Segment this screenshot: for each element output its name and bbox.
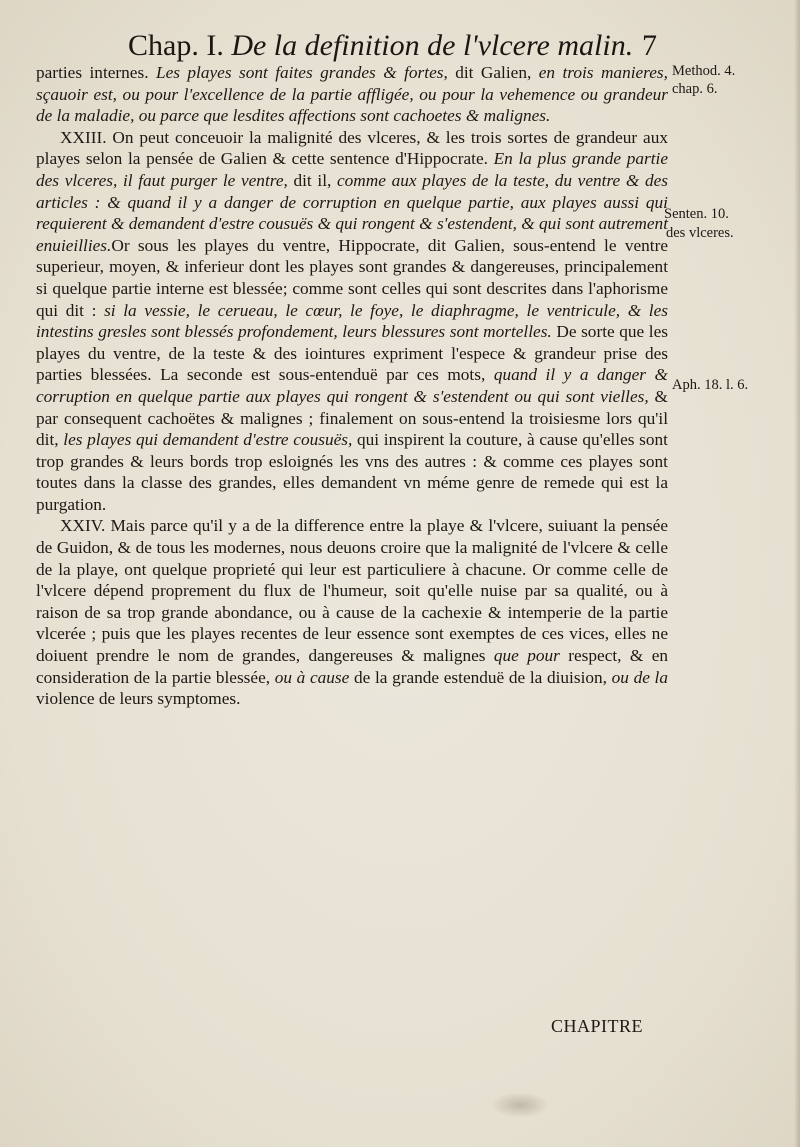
text-run: de la grande estenduë de la diuision, xyxy=(349,667,612,687)
italic-run: ou à cause xyxy=(274,667,350,687)
text-run: violence de leurs symptomes. xyxy=(36,689,241,709)
text-run: parties internes. xyxy=(36,63,156,82)
margin-note-method-chap: chap. 6. xyxy=(672,81,718,97)
text-run: XXIV. Mais parce qu'il y a de la difference entre la playe & l'vlcere, suiuant la pensée de Guidon, & de tous les modernes, nous deuons croire que la malignité de l'vlcere & celle de la playe, ont quelque proprieté qui leur est particuliere à chacune. Or comme celle de l'vlcere dépend proprement du flux de l'humeur, soit qu'elle nuise par sa qualité, ou à raison de sa trop grande abondance, ou à cause de la cachexie & intemperie de la partie vlcerée ; puis que les playes recentes de leur essence sont exemptes de ces vices, elles ne doiuent prendre le nom de grandes, dangereuses & malignes xyxy=(36,516,668,666)
text-run: , dit Galien, xyxy=(443,63,539,82)
catchword: CHAPITRE xyxy=(551,1016,644,1036)
text-run: Or sous les playes du ventre, Hippocrate, dit Galien, sous-entend le ventre superieur, moyen, & inferieur dont les playes sont grandes & dangereuses, principalement si quelque partie interne est blessée; comme sont celles qui sont descrites dans l'aphorisme qui dit : xyxy=(36,235,668,320)
page-edge-shadow xyxy=(794,0,800,1147)
italic-run: En la plus grande partie des vlceres, il faut purger le ventre, xyxy=(36,149,668,190)
italic-run: ou de la xyxy=(611,667,668,687)
paragraph-xxiii xyxy=(36,127,668,516)
italic-run: quand il y a danger & corruption en quelque partie aux playes qui rongent & s'estendent ou qui sont vielles, xyxy=(36,365,668,406)
chapter-title: De la definition de l'vlcere malin. xyxy=(231,29,634,62)
text-run: & par consequent cachoëtes & malignes ; finalement on sous-entend la troisiesme lors qu'il dit, xyxy=(36,386,668,450)
text-run: qui inspirent la couture, à cause qu'elles sont trop grandes & leurs bords trop esloignés les vns des autres : & comme ces playes sont toutes dans la classe des grandes, elles demandent vn méme genre de remede qui est la purgation. xyxy=(36,430,668,514)
paragraph-1 xyxy=(36,62,668,127)
italic-run: les playes qui demandent d'estre cousuës, xyxy=(63,430,353,450)
text-run: De sorte que les playes du ventre, de la teste & des iointures expriment l'espece & grandeur prise des parties blessées. La seconde est sous-entenduë par ces mots, xyxy=(36,322,668,385)
italic-run: Les playes sont faites grandes & fortes xyxy=(155,63,444,82)
text-run: respect, & en consideration de la partie blessée, xyxy=(36,646,669,687)
margin-note-senten: Senten. 10. xyxy=(664,206,729,222)
chapter-label: Chap. I. xyxy=(128,29,224,62)
margin-note-aph: Aph. 18. l. 6. xyxy=(672,377,749,393)
paragraph-xxiv xyxy=(36,515,668,709)
page-number: 7 xyxy=(642,29,657,62)
italic-run: en trois manieres, sçauoir est, ou pour l'excellence de la partie affligée, ou pour la vehemence ou grandeur de la maladie, ou parce que lesdites affections sont cachoetes & malignes. xyxy=(36,63,668,126)
running-header xyxy=(128,26,668,66)
ink-smudge xyxy=(490,1092,550,1118)
margin-note-senten-vlceres: des vlceres. xyxy=(666,225,734,241)
text-run: XXIII. On peut conceuoir la malignité des vlceres, & les trois sortes de grandeur aux playes selon la pensée de Galien & cette sentence d'Hippocrate. xyxy=(36,127,668,169)
margin-note-method: Method. 4. xyxy=(672,63,736,79)
italic-run: que pour xyxy=(493,646,560,666)
italic-run: comme aux playes de la teste, du ventre & des articles : & quand il y a danger de corruption en quelque partie, aux playes aussi qui requierent & demandent d'estre cousuës & qui rongent & s'estendent, & qui sont autrement enuieillies. xyxy=(36,170,668,255)
text-run: dit il, xyxy=(287,170,337,190)
main-text xyxy=(36,62,668,710)
italic-run: si la vessie, le cerueau, le cœur, le foye, le diaphragme, le ventricule, & les intestins gresles sont blessés profondement, leurs blessures sont mortelles. xyxy=(36,300,668,342)
